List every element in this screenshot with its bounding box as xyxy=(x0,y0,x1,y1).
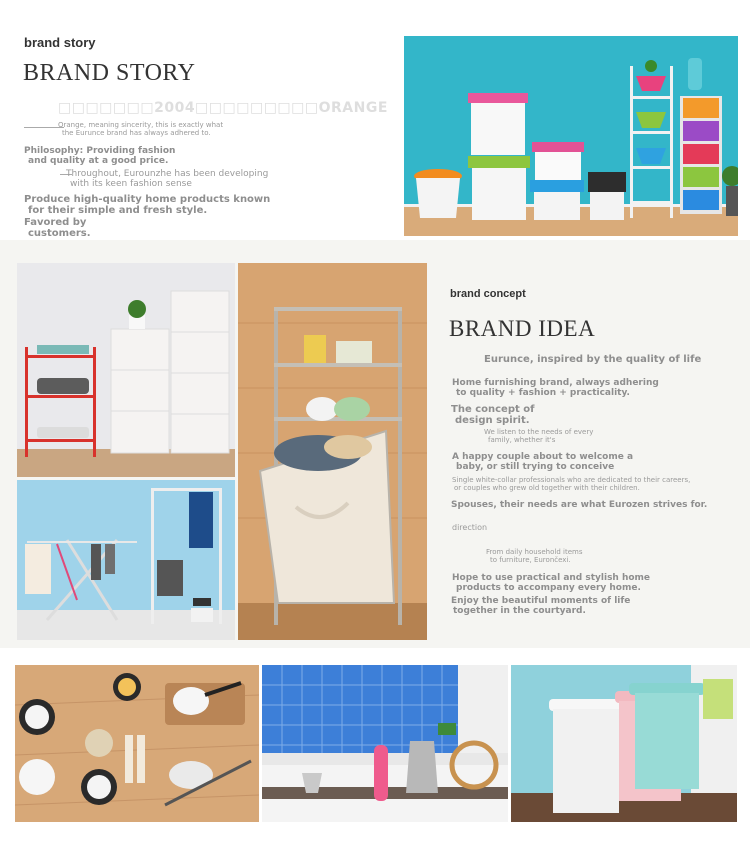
clothes-rack-photo xyxy=(17,480,235,640)
kitchenware-table-photo xyxy=(15,665,259,822)
throughout-text xyxy=(66,169,268,189)
brand-idea-title: BRAND IDEA xyxy=(449,316,596,341)
furnishing-line-1: Home furnishing brand, always adhering xyxy=(452,378,659,388)
philosophy-text xyxy=(24,146,175,166)
enjoy-text xyxy=(451,596,630,616)
brand-story-title: BRAND STORY xyxy=(23,60,196,86)
single-text xyxy=(452,476,690,492)
throughout-line-2: with its keen fashion sense xyxy=(70,179,192,189)
enjoy-line-1: Enjoy the beautiful moments of life xyxy=(451,596,631,606)
trash-bins-photo xyxy=(511,665,737,822)
from-line-2: to furniture, Eurončexi. xyxy=(490,556,571,564)
couple-line-2: baby, or still trying to conceive xyxy=(456,462,615,472)
from-line-1: From daily household items xyxy=(486,548,583,556)
furnishing-line-2: to quality + fashion + practicality. xyxy=(456,388,630,398)
philosophy-line-2: and quality at a good price. xyxy=(28,156,169,166)
hope-line-2: products to accompany every home. xyxy=(456,583,641,593)
rack-cabinet-photo xyxy=(17,263,235,477)
listen-line-1: We listen to the needs of every xyxy=(484,428,594,436)
throughout-line-1: Throughout, Eurounzhe has been developing xyxy=(66,169,269,179)
couple-text xyxy=(452,452,633,472)
laundry-shelf-photo xyxy=(238,263,427,640)
concept-line-2: design spirit. xyxy=(455,415,530,426)
orange-note-line-1: Orange, meaning sincerity, this is exactly what xyxy=(58,121,224,129)
philosophy-line-1: Philosophy: Providing fashion xyxy=(24,146,176,156)
orange-note xyxy=(58,121,223,137)
brand-concept-label: brand concept xyxy=(450,288,526,300)
hope-text xyxy=(452,573,650,593)
furnishing-text xyxy=(452,378,659,398)
favored-text xyxy=(24,217,91,239)
produce-line-2: for their simple and fresh style. xyxy=(28,205,208,216)
brand-story-banner: □□□□□□□2004□□□□□□□□□ORANGE xyxy=(58,100,388,116)
concept-line-1: The concept of xyxy=(451,404,535,415)
couple-line-1: A happy couple about to welcome a xyxy=(452,452,634,462)
favored-line-1: Favored by xyxy=(24,217,87,228)
spouses-text: Spouses, their needs are what Eurozen strives for. xyxy=(451,500,708,510)
single-line-1: Single white-collar professionals who are dedicated to their careers, xyxy=(452,476,691,484)
concept-text xyxy=(451,404,534,426)
direction-label: direction xyxy=(452,523,488,532)
brand-story-label: brand story xyxy=(24,35,96,50)
from-text xyxy=(486,548,582,564)
single-line-2: or couples who grew old together with their children. xyxy=(454,484,640,492)
produce-line-1: Produce high-quality home products known xyxy=(24,194,271,205)
hope-line-1: Hope to use practical and stylish home xyxy=(452,573,651,583)
listen-text xyxy=(484,428,593,444)
enjoy-line-2: together in the courtyard. xyxy=(453,606,586,616)
kitchen-counter-photo xyxy=(262,665,508,822)
listen-line-2: family, whether it's xyxy=(488,436,556,444)
produce-text xyxy=(24,194,270,216)
storage-boxes-photo xyxy=(404,36,738,236)
brand-idea-subtitle: Eurunce, inspired by the quality of life xyxy=(484,354,702,365)
orange-note-line-2: the Eurunce brand has always adhered to. xyxy=(62,129,211,137)
favored-line-2: customers. xyxy=(28,228,91,239)
